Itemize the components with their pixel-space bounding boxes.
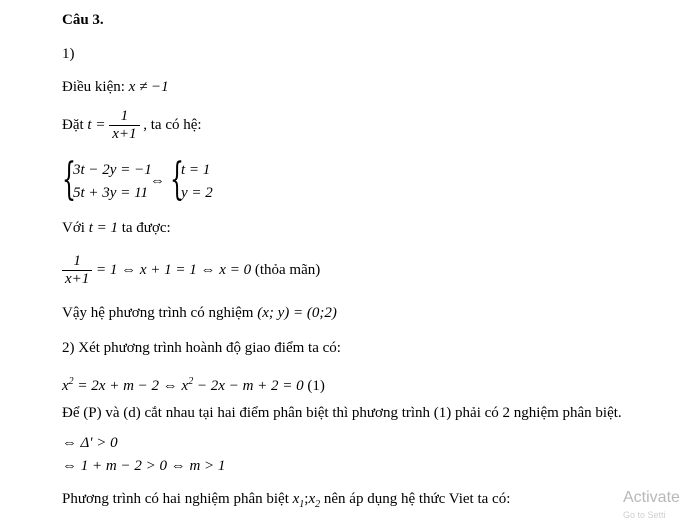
with-suffix: ta được: [121, 220, 171, 236]
condition-label: Điều kiện: [62, 79, 125, 95]
result-denominator: x+1 [65, 271, 90, 288]
delta-step: ⇔ Δ' > 0 [62, 435, 118, 451]
with-prefix: Với [62, 220, 85, 236]
substitution-fraction [109, 108, 139, 143]
with-line [62, 219, 171, 237]
result-note: (thỏa mãn) [254, 262, 321, 278]
eq-tail: − 2x − m + 2 = 0 [193, 378, 304, 394]
condition-expr: x ≠ −1 [128, 79, 169, 95]
conclusion-line [62, 304, 337, 322]
substitution-prefix: Đặt [62, 117, 84, 133]
result-fraction [62, 253, 92, 288]
fraction-numerator: 1 [109, 108, 139, 126]
conclusion-text: Vậy hệ phương trình có nghiệm [62, 305, 254, 321]
viet-line [62, 490, 510, 514]
viet-x2: x [308, 491, 316, 507]
viet-prefix: Phương trình có hai nghiệm phân biệt [62, 491, 289, 507]
fraction-denominator: x+1 [112, 126, 137, 143]
substitution-var: t = [87, 117, 106, 133]
activation-watermark: Activate [623, 489, 680, 506]
eq-exp2: 2 [188, 376, 194, 387]
eq-tag: (1) [307, 378, 325, 394]
part2-intro: 2) Xét phương trình hoành độ giao điểm ta có: [62, 340, 341, 356]
system-right-row1: t = 1 [181, 162, 211, 178]
system-left-row2: 5t + 3y = 11 [73, 185, 148, 201]
conclusion-expr: (x; y) = (0;2) [257, 305, 337, 321]
with-expr: t = 1 [88, 220, 118, 236]
result-line [62, 249, 320, 291]
left-brace-icon: { [62, 154, 76, 205]
system-equivalence: ⇔ [150, 173, 165, 189]
intersection-equation [62, 373, 325, 395]
m-step: ⇔ 1 + m − 2 > 0 ⇔ m > 1 [62, 458, 226, 474]
viet-sub1: 1 [299, 499, 305, 510]
condition-statement: Để (P) và (d) cắt nhau tại hai điểm phân biệt thì phương trình (1) phải có 2 nghiệm phân biệt. [62, 405, 622, 421]
activation-watermark-sub: Go to Setti [623, 510, 666, 520]
viet-suffix: nên áp dụng hệ thức Viet ta có: [323, 491, 511, 507]
substitution-line [62, 104, 202, 146]
eq-x1: x [62, 378, 69, 394]
viet-separator: ; [304, 491, 309, 507]
part1-label: 1) [62, 46, 75, 62]
viet-x1: x [292, 491, 300, 507]
substitution-suffix: , ta có hệ: [143, 117, 202, 133]
right-brace-icon: { [170, 154, 184, 205]
condition-line [62, 78, 169, 96]
viet-sub2: 2 [315, 499, 321, 510]
system-right-row2: y = 2 [181, 185, 213, 201]
eq-exp1: 2 [68, 376, 74, 387]
result-expr: = 1 ⇔ x + 1 = 1 ⇔ x = 0 [96, 262, 252, 278]
question-title: Câu 3. [62, 12, 104, 28]
eq-mid: = 2x + m − 2 ⇔ x [73, 378, 189, 394]
result-numerator: 1 [62, 253, 92, 271]
system-left-row1: 3t − 2y = −1 [73, 162, 152, 178]
